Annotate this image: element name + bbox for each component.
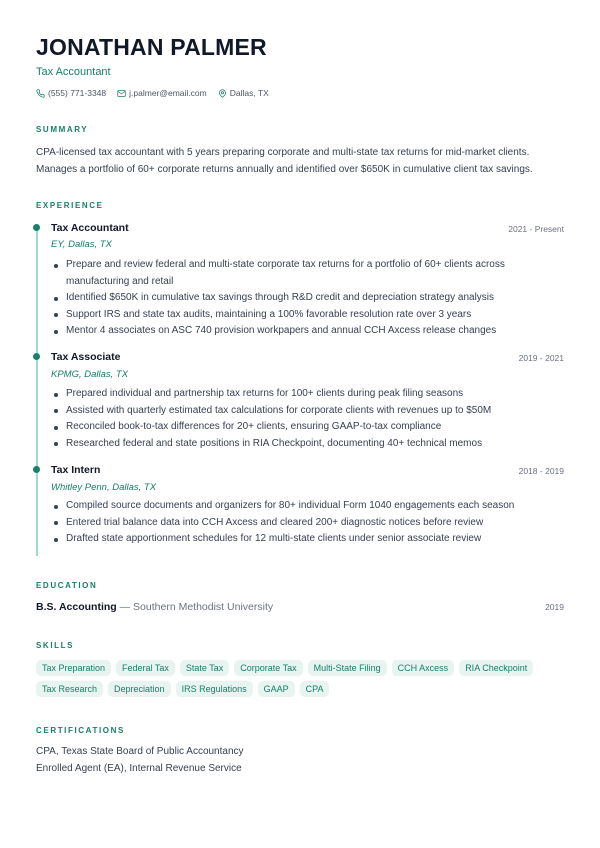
location-pin-icon — [218, 89, 227, 98]
skills-row — [36, 660, 564, 676]
contact-phone[interactable] — [36, 88, 106, 98]
timeline-dot — [33, 466, 40, 473]
job-bullets — [66, 498, 562, 548]
skills-list — [36, 660, 564, 702]
job-company: Whitley Penn, Dallas, TX — [51, 482, 157, 493]
bullet-item: Researched federal and state positions in RIA Checkpoint, documenting 40+ technical memos — [66, 436, 562, 453]
certification-item: Enrolled Agent (EA), Internal Revenue Service — [36, 763, 242, 774]
summary-line-1: CPA-licensed tax accountant with 5 years preparing corporate and multi-state tax returns for mid-market clients. — [36, 147, 530, 158]
job-dates: 2019 - 2021 — [518, 353, 564, 363]
summary-heading: SUMMARY — [36, 125, 89, 134]
bullet-item: Entered trial balance data into CCH Axcess and cleared 200+ diagnostic notices before review — [66, 515, 562, 532]
timeline-dot — [33, 224, 40, 231]
school: Southern Methodist University — [133, 601, 274, 613]
bullet-item: Compiled source documents and organizers for 80+ individual Form 1040 engagements each season — [66, 498, 562, 515]
education-entry — [36, 601, 564, 613]
skill-chip: Federal Tax — [116, 660, 175, 676]
email-text: j.palmer@email.com — [129, 88, 207, 98]
degree: B.S. Accounting — [36, 601, 117, 613]
job-title: Tax Associate — [51, 351, 121, 363]
contact-location — [218, 88, 269, 98]
skill-chip: IRS Regulations — [176, 681, 253, 697]
job-bullets — [66, 386, 562, 452]
skill-chip: GAAP — [258, 681, 295, 697]
bullet-item: Assisted with quarterly estimated tax calculations for corporate clients with revenues up to $50M — [66, 403, 562, 420]
summary-line-2: Manages a portfolio of 60+ corporate returns annually and identified over $650K in cumulative client tax savings. — [36, 164, 533, 175]
bullet-item: Prepared individual and partnership tax returns for 100+ clients during peak filing seasons — [66, 386, 562, 403]
contact-email[interactable] — [117, 88, 207, 98]
bullet-item: Drafted state apportionment schedules for 12 multi-state clients under senior associate review — [66, 531, 562, 548]
graduation-year: 2019 — [545, 602, 564, 612]
phone-text: (555) 771-3348 — [48, 88, 107, 98]
job-bullets — [66, 257, 562, 340]
bullet-item: Identified $650K in cumulative tax savings through R&D credit and depreciation strategy analysis — [66, 290, 562, 307]
timeline-line — [36, 228, 38, 556]
education-heading: EDUCATION — [36, 581, 98, 590]
skill-chip: Corporate Tax — [234, 660, 302, 676]
bullet-item: Support IRS and state tax audits, maintaining a 100% favorable resolution rate over 3 years — [66, 307, 562, 324]
bullet-item: Mentor 4 associates on ASC 740 provision workpapers and annual CCH Axcess release changes — [66, 323, 562, 340]
skill-chip: CCH Axcess — [392, 660, 455, 676]
skills-row — [36, 681, 564, 697]
separator: — — [119, 601, 131, 613]
candidate-role: Tax Accountant — [36, 66, 111, 78]
mail-icon — [117, 89, 126, 98]
phone-icon — [36, 89, 45, 98]
skill-chip: CPA — [300, 681, 330, 697]
experience-heading: EXPERIENCE — [36, 201, 104, 210]
bullet-item: Prepare and review federal and multi-state corporate tax returns for a portfolio of 60+ clients across manufacturing and retail — [66, 257, 562, 290]
location-text: Dallas, TX — [229, 88, 269, 98]
job-company: KPMG, Dallas, TX — [51, 369, 129, 380]
certification-item: CPA, Texas State Board of Public Accountancy — [36, 746, 244, 757]
skill-chip: State Tax — [180, 660, 229, 676]
skill-chip: RIA Checkpoint — [459, 660, 533, 676]
skill-chip: Tax Preparation — [36, 660, 111, 676]
bullet-item: Reconciled book-to-tax differences for 20+ clients, ensuring GAAP-to-tax compliance — [66, 419, 562, 436]
skills-heading: SKILLS — [36, 641, 75, 650]
contact-row — [36, 87, 280, 99]
timeline-dot — [33, 353, 40, 360]
skill-chip: Multi-State Filing — [308, 660, 387, 676]
job-dates: 2021 - Present — [508, 224, 564, 234]
job-company: EY, Dallas, TX — [51, 239, 112, 250]
skill-chip: Depreciation — [108, 681, 171, 697]
job-title: Tax Accountant — [51, 222, 129, 234]
job-dates: 2018 - 2019 — [518, 466, 564, 476]
certifications-list — [36, 743, 244, 777]
skill-chip: Tax Research — [36, 681, 103, 697]
candidate-name: JONATHAN PALMER — [36, 34, 267, 60]
certifications-heading: CERTIFICATIONS — [36, 726, 125, 735]
summary-text — [36, 144, 564, 178]
job-title: Tax Intern — [51, 464, 101, 476]
